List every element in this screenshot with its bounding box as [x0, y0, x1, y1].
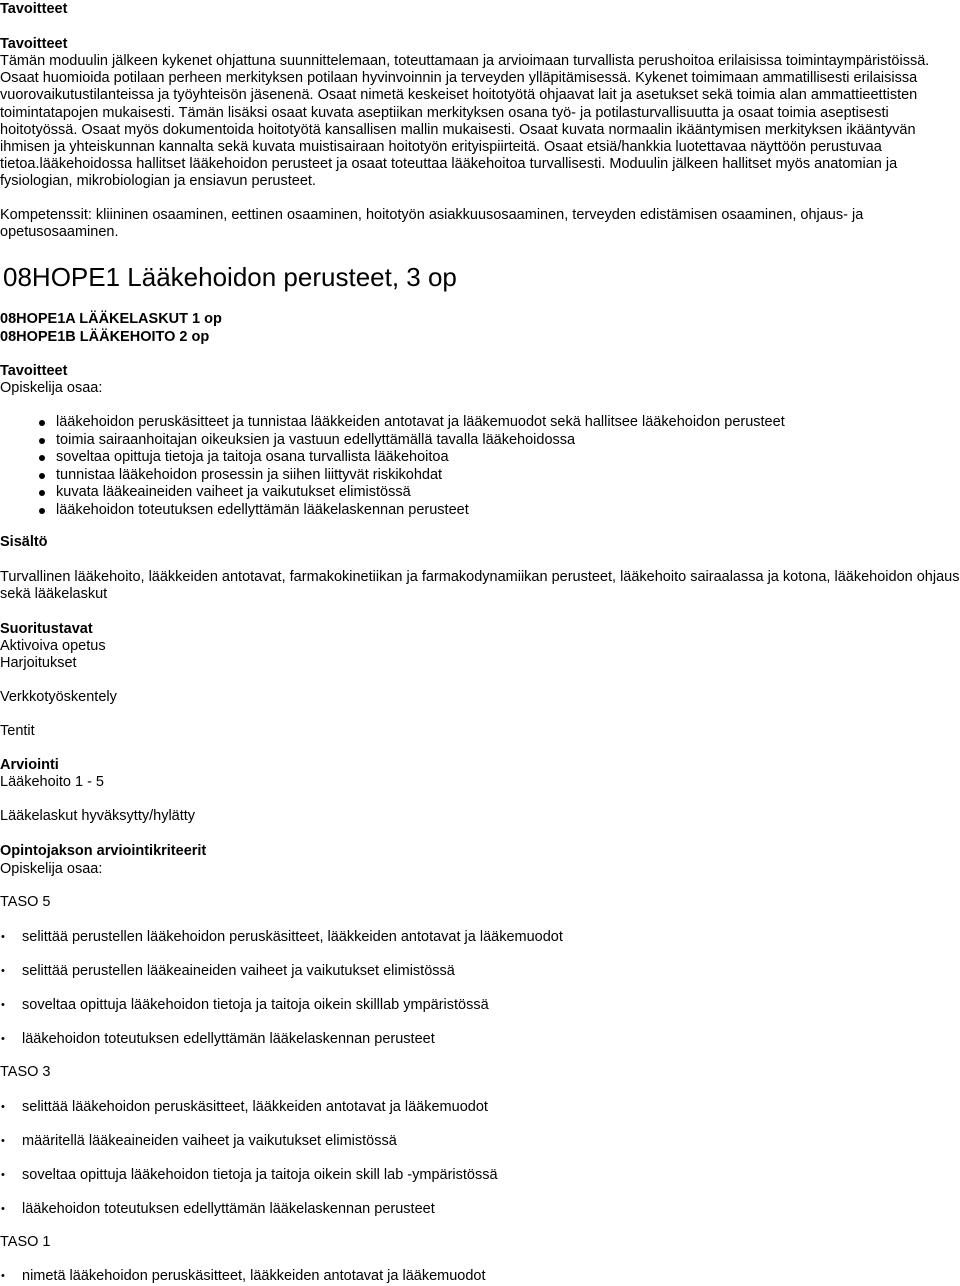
taso3-label: TASO 3 — [0, 1064, 51, 1080]
list-item: • selittää perustellen lääkehoidon peruskäsitteet, lääkkeiden antotavat ja lääkemuodot — [0, 929, 960, 946]
list-item: lääkehoidon peruskäsitteet ja tunnistaa lääkkeiden antotavat ja lääkemuodot sekä hallitsee lääkehoidon perusteet — [0, 414, 960, 432]
criteria-label: Opiskelija osaa: — [0, 861, 103, 877]
course-sub-b: 08HOPE1B LÄÄKEHOITO 2 op — [0, 329, 210, 345]
assessment-item: Lääkelaskut hyväksytty/hylätty — [0, 808, 196, 824]
goals-list — [0, 414, 960, 519]
competences-paragraph: Kompetenssit: kliininen osaaminen, eettinen osaaminen, hoitotyön asiakkuusosaaminen, terveyden edistämisen osaaminen, ohjaus- ja opetusosaaminen. — [0, 207, 864, 241]
methods-heading: Suoritustavat — [0, 621, 93, 637]
taso5-list — [0, 929, 960, 1048]
criteria-heading: Opintojakson arviointikriteerit — [0, 843, 207, 859]
assessment-heading: Arviointi — [0, 757, 59, 773]
student-label: Opiskelija osaa: — [0, 380, 103, 396]
method-item: Verkkotyöskentely — [0, 689, 117, 705]
method-item: Tentit — [0, 723, 35, 739]
taso3-list — [0, 1099, 960, 1218]
list-item: • soveltaa opittuja lääkehoidon tietoja ja taitoja oikein skilllab ympäristössä — [0, 997, 960, 1014]
course-sub-a: 08HOPE1A LÄÄKELASKUT 1 op — [0, 311, 222, 327]
list-item: • selittää perustellen lääkeaineiden vaiheet ja vaikutukset elimistössä — [0, 963, 960, 980]
method-item: Harjoitukset — [0, 655, 77, 671]
list-item: toimia sairaanhoitajan oikeuksien ja vastuun edellyttämällä tavalla lääkehoidossa — [0, 432, 960, 450]
list-item: tunnistaa lääkehoidon prosessin ja siihen liittyvät riskikohdat — [0, 467, 960, 485]
course-title: 08HOPE1 Lääkehoidon perusteet, 3 op — [3, 262, 457, 292]
list-item: lääkehoidon toteutuksen edellyttämän lääkelaskennan perusteet — [0, 502, 960, 520]
taso1-list — [0, 1268, 960, 1285]
list-item: • lääkehoidon toteutuksen edellyttämän lääkelaskennan perusteet — [0, 1201, 960, 1218]
list-item: • selittää lääkehoidon peruskäsitteet, lääkkeiden antotavat ja lääkemuodot — [0, 1099, 960, 1116]
goals-paragraph: Tämän moduulin jälkeen kykenet ohjattuna suunnittelemaan, toteuttamaan ja arvioimaan turvallista perushoitoa erilaisissa toimintaympäristöissä. Osaat huomioida potilaan perheen merkityksen potilaan hyvinvoinnin ja terveyden ylläpitämisessä. Kykenet toimimaan ammatillisesti erilaisissa vuorovaikutustilanteissa ja työyhteisön jäsenenä. Osaat nimetä keskeiset hoitotyötä ohjaavat lait ja asetukset sekä toimia alan ammattieettisten toimintatapojen mukaisesti. Tämän lisäksi osaat kuvata aseptiikan merkityksen osana työ- ja potilasturvallisuutta ja osaat toimia aseptisesti hoitotyössä. Osaat myös dokumentoida hoitotyötä kansallisen mallin mukaisesti. Osaat kuvata normaalin ikääntymisen merkityksen ikääntyvän ihmisen ja yhteiskunnan kannalta sekä kuvata muistisairaan hoitotyön erityispiirteitä. Osaat etsiä/hankkia luotettavaa näyttöön perustuvaa tietoa.lääkehoidossa hallitset lääkehoidon perusteet ja osaat toteuttaa lääkehoitoa turvallisesti. Moduulin jälkeen hallitset myös anatomian ja fysiologian, mikrobiologian ja ensiavun perusteet. — [0, 53, 930, 190]
list-item: • lääkehoidon toteutuksen edellyttämän lääkelaskennan perusteet — [0, 1031, 960, 1048]
list-item: • nimetä lääkehoidon peruskäsitteet, lääkkeiden antotavat ja lääkemuodot — [0, 1268, 960, 1285]
goals-heading: Tavoitteet — [0, 363, 68, 379]
method-item: Aktivoiva opetus — [0, 638, 106, 654]
list-item: soveltaa opittuja tietoja ja taitoja osana turvallista lääkehoitoa — [0, 449, 960, 467]
section-heading: Tavoitteet — [0, 36, 68, 52]
list-item: • määritellä lääkeaineiden vaiheet ja vaikutukset elimistössä — [0, 1133, 960, 1150]
taso1-label: TASO 1 — [0, 1234, 51, 1250]
list-item: • soveltaa opittuja lääkehoidon tietoja ja taitoja oikein skill lab -ympäristössä — [0, 1167, 960, 1184]
list-item: kuvata lääkeaineiden vaiheet ja vaikutukset elimistössä — [0, 484, 960, 502]
assessment-item: Lääkehoito 1 - 5 — [0, 774, 104, 790]
content-text: Turvallinen lääkehoito, lääkkeiden antotavat, farmakokinetiikan ja farmakodynamiikan perusteet, lääkehoito sairaalassa ja kotona, lääkehoidon ohjaus sekä lääkelaskut — [0, 569, 960, 603]
section-heading-top: Tavoitteet — [0, 1, 68, 17]
taso5-label: TASO 5 — [0, 894, 51, 910]
content-heading: Sisältö — [0, 534, 48, 550]
